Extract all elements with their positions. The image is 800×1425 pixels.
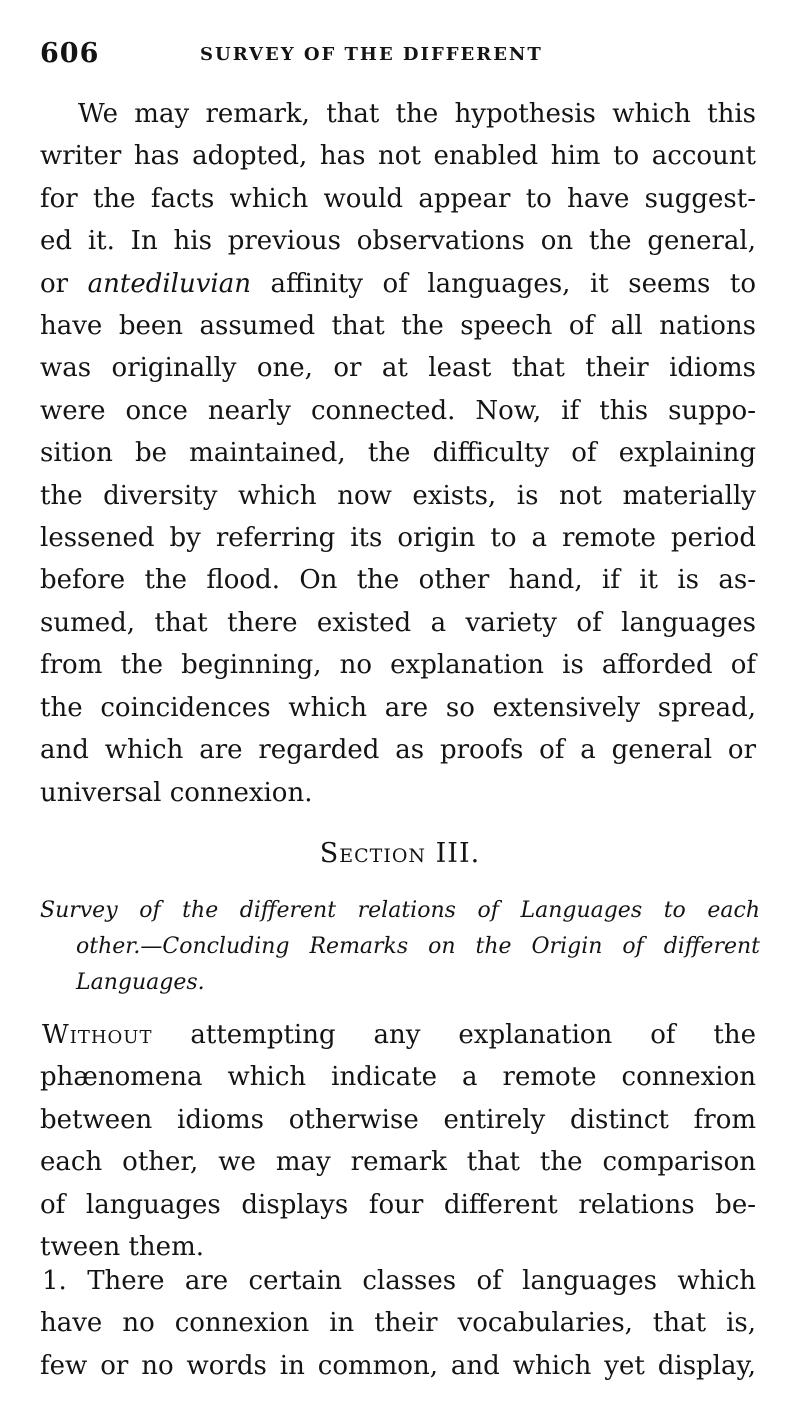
text-line: the coincidences which are so extensively spread,: [40, 692, 756, 723]
text-line: for the facts which would appear to have suggest-: [40, 183, 756, 214]
text-line: 1. There are certain classes of languages which: [42, 1266, 756, 1296]
subtitle-line: other.—Concluding Remarks on the Origin of different: [76, 934, 760, 959]
running-head: SURVEY OF THE DIFFERENT: [200, 44, 543, 65]
text-line: was originally one, or at least that their idioms: [40, 353, 756, 384]
text-line: We may remark, that the hypothesis which this: [78, 99, 756, 129]
section-heading: Section III.: [319, 838, 481, 869]
page-number: 606: [40, 38, 100, 69]
text-line: before the flood. On the other hand, if it is as-: [40, 565, 756, 596]
section-subtitle: [40, 893, 760, 1001]
text-fragment: attempting any explanation of the: [152, 1020, 756, 1050]
text-line: have no connexion in their vocabularies, that is,: [40, 1308, 756, 1339]
text-line: were once nearly connected. Now, if this suppo-: [40, 395, 756, 426]
text-line: the diversity which now exists, is not materially: [40, 480, 756, 511]
text-line: each other, we may remark that the comparison: [40, 1147, 756, 1178]
text-fragment: or: [40, 268, 88, 299]
text-fragment: affinity of languages, it seems to: [250, 268, 756, 299]
text-line: ed it. In his previous observations on the general,: [40, 226, 756, 257]
text-line: and which are regarded as proofs of a general or: [40, 735, 756, 766]
subtitle-line: Languages.: [76, 970, 205, 995]
text-line: phænomena which indicate a remote connexion: [40, 1062, 756, 1093]
text-line: of languages displays four different relations be-: [40, 1189, 756, 1220]
italic-term: antediluvian: [87, 268, 251, 299]
small-caps-lead: Without: [42, 1020, 153, 1050]
page-header: [40, 38, 760, 72]
paragraph-without: [40, 1014, 756, 1268]
text-line: from the beginning, no explanation is afforded of: [40, 650, 756, 681]
paragraph-numbered-1: [40, 1260, 756, 1387]
text-line: tween them.: [40, 1232, 204, 1263]
text-line: universal connexion.: [40, 777, 313, 808]
text-line: have been assumed that the speech of all nations: [40, 311, 756, 342]
text-line: few or no words in common, and which yet display,: [40, 1350, 756, 1381]
subtitle-line: Survey of the different relations of Languages to each: [40, 898, 760, 923]
text-line: writer has adopted, has not enabled him to account: [40, 141, 756, 172]
text-line: [40, 263, 756, 305]
paragraph-hypothesis: [40, 93, 756, 814]
text-line: lessened by referring its origin to a remote period: [40, 523, 756, 554]
text-line: sumed, that there existed a variety of languages: [40, 607, 756, 638]
text-line: between idioms otherwise entirely distinct from: [40, 1104, 756, 1135]
text-line: [40, 1014, 756, 1056]
text-line: sition be maintained, the difficulty of explaining: [40, 438, 756, 469]
